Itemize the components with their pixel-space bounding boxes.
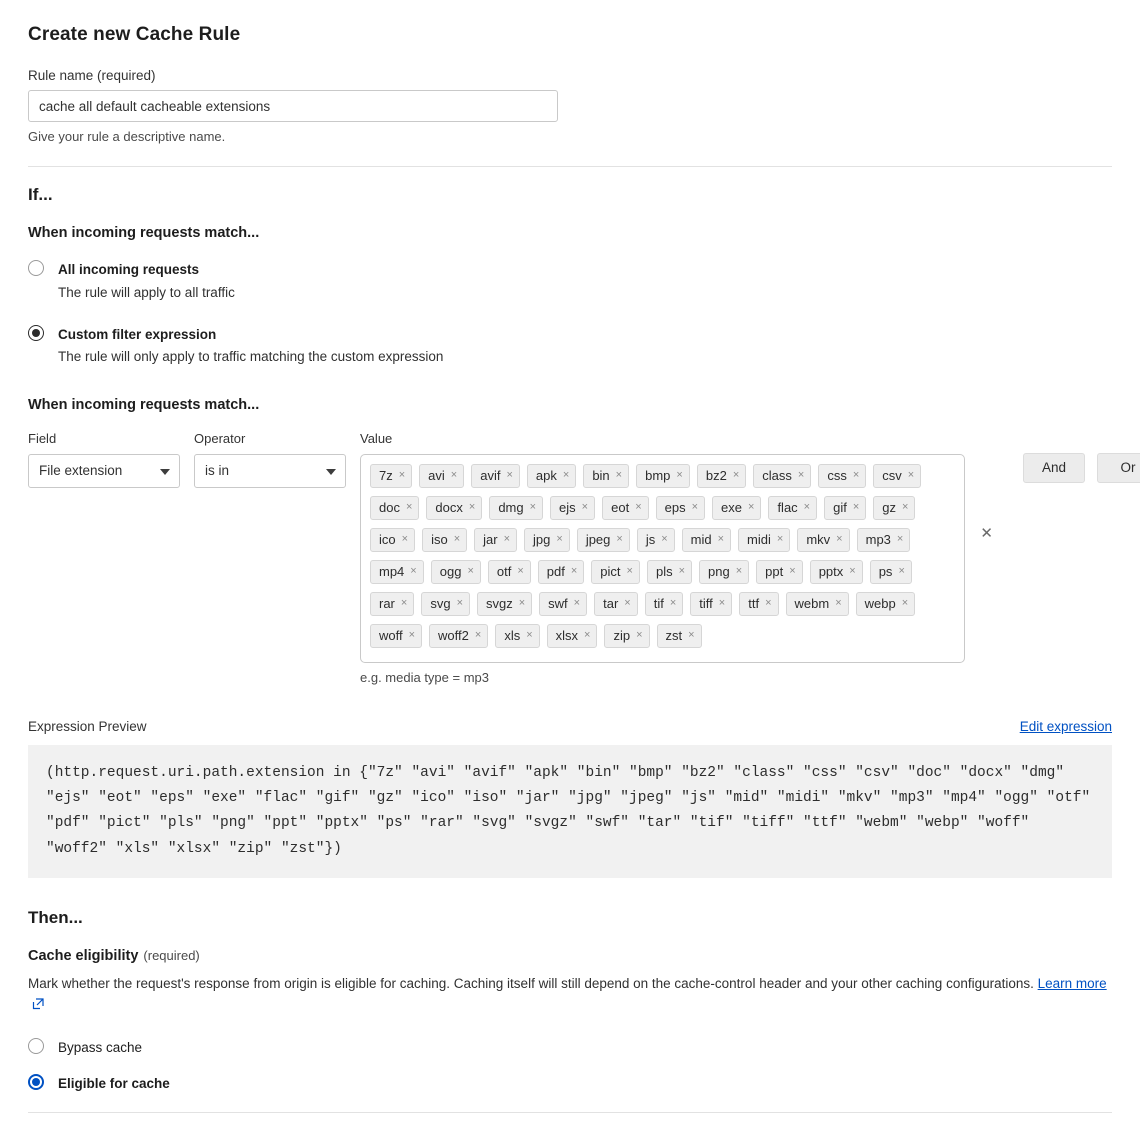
value-token-label: avi bbox=[428, 468, 445, 484]
value-token[interactable] bbox=[421, 592, 470, 616]
value-token[interactable] bbox=[370, 528, 415, 552]
external-link-icon bbox=[32, 996, 44, 1017]
cache-eligibility-description-text: Mark whether the request's response from origin is eligible for caching. Caching itself will still depend on the cache-control header and your other caching configurations. bbox=[28, 976, 1038, 992]
field-column-label: Field bbox=[28, 430, 57, 446]
remove-token-icon[interactable]: × bbox=[400, 597, 408, 610]
remove-token-icon[interactable]: × bbox=[468, 501, 476, 514]
value-token[interactable] bbox=[419, 464, 464, 488]
radio-icon-custom-filter[interactable] bbox=[28, 325, 44, 341]
remove-token-icon[interactable]: × bbox=[635, 501, 642, 514]
remove-token-icon[interactable]: × bbox=[624, 597, 631, 610]
value-token-label: pict bbox=[600, 564, 621, 580]
remove-token-icon[interactable]: × bbox=[573, 597, 581, 610]
value-token-label: 7z bbox=[379, 468, 393, 484]
remove-token-icon[interactable]: × bbox=[626, 565, 633, 578]
value-token-label: eps bbox=[664, 500, 686, 516]
value-token[interactable] bbox=[856, 592, 916, 616]
value-token-label: zst bbox=[665, 628, 683, 644]
field-column bbox=[28, 431, 180, 488]
value-token[interactable] bbox=[699, 560, 749, 584]
value-token-label: csv bbox=[882, 468, 902, 484]
value-token[interactable] bbox=[739, 592, 778, 616]
value-token[interactable] bbox=[753, 464, 811, 488]
value-token[interactable] bbox=[810, 560, 863, 584]
value-token-label: bmp bbox=[645, 468, 671, 484]
remove-token-icon[interactable]: × bbox=[467, 565, 474, 578]
value-token-label: ogg bbox=[439, 564, 462, 580]
value-token-label: mp3 bbox=[865, 532, 891, 548]
value-token-label: mid bbox=[690, 532, 712, 548]
remove-token-icon[interactable]: × bbox=[797, 469, 805, 482]
if-subheading: When incoming requests match... bbox=[28, 225, 260, 241]
value-token[interactable] bbox=[370, 624, 422, 648]
radio-eligible-for-cache[interactable] bbox=[28, 1073, 1112, 1095]
value-token[interactable] bbox=[527, 464, 576, 488]
value-column-label: Value bbox=[360, 430, 393, 446]
value-token[interactable] bbox=[489, 496, 543, 520]
value-token[interactable] bbox=[539, 592, 587, 616]
and-or-buttons bbox=[1023, 453, 1140, 483]
remove-token-icon[interactable]: × bbox=[636, 629, 643, 642]
expression-preview-label: Expression Preview bbox=[28, 718, 147, 734]
cache-eligibility-label bbox=[28, 948, 1112, 964]
remove-token-icon[interactable]: × bbox=[616, 533, 623, 546]
value-token[interactable] bbox=[488, 560, 531, 584]
then-section-heading: Then... bbox=[28, 908, 83, 928]
rule-name-input[interactable] bbox=[28, 90, 558, 122]
remove-token-icon[interactable]: × bbox=[456, 597, 463, 610]
value-token[interactable] bbox=[474, 528, 517, 552]
remove-token-icon[interactable]: × bbox=[902, 501, 909, 514]
edit-expression-link[interactable]: Edit expression bbox=[1019, 718, 1112, 734]
value-token-label: tiff bbox=[699, 596, 713, 612]
value-token-label: gif bbox=[833, 500, 847, 516]
remove-token-icon[interactable]: × bbox=[901, 597, 909, 610]
remove-token-icon[interactable]: × bbox=[678, 565, 686, 578]
value-token[interactable] bbox=[426, 496, 482, 520]
expression-preview-header bbox=[28, 719, 1112, 734]
remove-token-icon[interactable]: × bbox=[474, 629, 482, 642]
value-token[interactable] bbox=[637, 528, 675, 552]
remove-token-icon[interactable]: × bbox=[410, 565, 417, 578]
value-token-label: xls bbox=[504, 628, 521, 644]
value-token[interactable] bbox=[604, 624, 649, 648]
value-token[interactable] bbox=[431, 560, 481, 584]
cache-eligibility-description bbox=[28, 974, 1112, 1017]
value-token[interactable] bbox=[645, 592, 684, 616]
value-token[interactable] bbox=[818, 464, 866, 488]
value-token-label: pdf bbox=[546, 564, 565, 580]
value-token-label: mp4 bbox=[379, 564, 405, 580]
value-token[interactable] bbox=[594, 592, 638, 616]
value-token[interactable] bbox=[495, 624, 539, 648]
chevron-down-icon bbox=[160, 469, 170, 475]
value-token-label: jpeg bbox=[585, 532, 611, 548]
expression-builder bbox=[28, 430, 1136, 685]
remove-token-icon[interactable]: × bbox=[615, 469, 623, 482]
value-token[interactable] bbox=[712, 496, 761, 520]
operator-select-value: is in bbox=[205, 463, 230, 479]
value-token-label: zip bbox=[613, 628, 631, 644]
value-token-label: ejs bbox=[559, 500, 576, 516]
value-token[interactable] bbox=[690, 592, 732, 616]
value-token-label: docx bbox=[435, 500, 463, 516]
remove-token-icon[interactable]: × bbox=[581, 501, 589, 514]
value-token-label: dmg bbox=[498, 500, 524, 516]
value-token-label: exe bbox=[721, 500, 742, 516]
value-token-label: pls bbox=[655, 564, 673, 580]
remove-token-icon[interactable]: × bbox=[907, 469, 915, 482]
value-token-label: ico bbox=[379, 532, 396, 548]
radio-desc-all-incoming: The rule will apply to all traffic bbox=[58, 284, 235, 300]
if-section-heading: If... bbox=[28, 185, 53, 204]
page-title: Create new Cache Rule bbox=[28, 24, 241, 45]
remove-token-icon[interactable]: × bbox=[669, 597, 677, 610]
remove-token-icon[interactable]: × bbox=[562, 469, 570, 482]
value-token[interactable] bbox=[873, 496, 915, 520]
remove-token-icon[interactable]: × bbox=[717, 533, 725, 546]
remove-token-icon[interactable]: × bbox=[529, 501, 537, 514]
value-token-label: bz2 bbox=[705, 468, 727, 484]
value-token[interactable] bbox=[870, 560, 912, 584]
and-button[interactable]: And bbox=[1023, 453, 1085, 483]
value-token[interactable] bbox=[583, 464, 629, 488]
value-token-label: jpg bbox=[533, 532, 551, 548]
cache-eligibility-required: (required) bbox=[143, 948, 200, 964]
value-token[interactable] bbox=[547, 624, 598, 648]
value-token-label: iso bbox=[431, 532, 448, 548]
remove-token-icon[interactable]: × bbox=[556, 533, 563, 546]
radio-desc-custom-filter: The rule will only apply to traffic matching the custom expression bbox=[58, 349, 444, 365]
remove-token-icon[interactable]: × bbox=[852, 501, 860, 514]
remove-token-icon[interactable]: × bbox=[789, 565, 796, 578]
radio-icon-bypass-cache[interactable] bbox=[28, 1038, 44, 1054]
value-token-label: pptx bbox=[818, 564, 844, 580]
value-token[interactable] bbox=[797, 528, 849, 552]
value-token-label: otf bbox=[496, 564, 512, 580]
value-token[interactable] bbox=[538, 560, 585, 584]
radio-bypass-cache[interactable] bbox=[28, 1037, 1112, 1059]
value-token-label: doc bbox=[379, 500, 400, 516]
remove-token-icon[interactable]: × bbox=[765, 597, 772, 610]
value-token[interactable] bbox=[756, 560, 803, 584]
value-token[interactable] bbox=[429, 624, 488, 648]
bottom-divider bbox=[28, 1112, 1112, 1113]
radio-icon-eligible-for-cache[interactable] bbox=[28, 1074, 44, 1090]
value-hint: e.g. media type = mp3 bbox=[360, 669, 489, 685]
remove-token-icon[interactable]: × bbox=[398, 469, 406, 482]
value-token-label: woff2 bbox=[438, 628, 469, 644]
value-column bbox=[360, 430, 993, 685]
value-token[interactable] bbox=[636, 464, 690, 488]
value-token[interactable] bbox=[657, 624, 702, 648]
remove-token-icon[interactable]: × bbox=[835, 597, 842, 610]
remove-token-icon[interactable]: × bbox=[506, 469, 513, 482]
remove-token-icon[interactable]: × bbox=[661, 533, 668, 546]
value-token-label: rar bbox=[379, 596, 395, 612]
value-token[interactable] bbox=[873, 464, 921, 488]
value-token-label: flac bbox=[777, 500, 798, 516]
remove-token-icon[interactable]: × bbox=[896, 533, 904, 546]
value-token[interactable] bbox=[738, 528, 790, 552]
value-token-label: webp bbox=[864, 596, 896, 612]
operator-column bbox=[194, 431, 346, 488]
value-token-label: woff bbox=[379, 628, 403, 644]
value-token[interactable] bbox=[577, 528, 630, 552]
remove-token-icon[interactable]: × bbox=[849, 565, 856, 578]
value-token[interactable] bbox=[602, 496, 649, 520]
value-token-label: webm bbox=[794, 596, 830, 612]
remove-token-icon[interactable]: × bbox=[898, 565, 905, 578]
field-select[interactable] bbox=[28, 454, 180, 488]
value-token-label: tar bbox=[603, 596, 619, 612]
field-select-value: File extension bbox=[39, 463, 123, 479]
value-token[interactable] bbox=[786, 592, 849, 616]
operator-select[interactable] bbox=[194, 454, 346, 488]
value-token-label: ttf bbox=[748, 596, 760, 612]
value-token-label: ppt bbox=[765, 564, 784, 580]
value-token-label: xlsx bbox=[555, 628, 579, 644]
value-token-label: svg bbox=[430, 596, 451, 612]
value-token[interactable] bbox=[370, 592, 414, 616]
remove-token-icon[interactable]: × bbox=[803, 501, 811, 514]
remove-token-icon[interactable]: × bbox=[836, 533, 843, 546]
rule-name-label: Rule name (required) bbox=[28, 68, 156, 83]
value-token[interactable] bbox=[370, 464, 412, 488]
expression-preview-text: (http.request.uri.path.extension in {"7z" "avi" "avif" "apk" "bin" "bmp" "bz2" "class" "css" "csv" "doc" "docx" "dmg" "ejs" "eot" "eps" "exe" "flac" "gif" "gz" "ico" "iso" "jar" "jpg" "jpeg" "js" "mid" "midi" "mkv" "mp3" "mp4" "ogg" "otf" "pdf" "pict" "pls" "png" "ppt" "pptx" "ps" "rar" "svg" "svgz" "swf" "tar" "tif" "tiff" "ttf" "webm" "webp" "woff" "woff2" "xls" "xlsx" "zip" "zst"}) bbox=[28, 745, 1112, 879]
value-token[interactable] bbox=[647, 560, 692, 584]
remove-token-icon[interactable]: × bbox=[570, 565, 578, 578]
remove-token-icon[interactable]: × bbox=[450, 469, 458, 482]
value-token-label: mkv bbox=[806, 532, 831, 548]
radio-icon-all-incoming[interactable] bbox=[28, 260, 44, 276]
or-button[interactable]: Or bbox=[1097, 453, 1140, 483]
remove-token-icon[interactable]: × bbox=[688, 629, 695, 642]
value-token[interactable] bbox=[370, 496, 419, 520]
remove-token-icon[interactable]: × bbox=[852, 469, 860, 482]
value-token-label: ps bbox=[878, 564, 893, 580]
value-token[interactable] bbox=[370, 560, 424, 584]
value-token[interactable] bbox=[697, 464, 746, 488]
operator-column-label: Operator bbox=[194, 430, 246, 446]
value-token-input[interactable] bbox=[360, 454, 965, 663]
rule-name-helper: Give your rule a descriptive name. bbox=[28, 129, 226, 144]
value-token-label: apk bbox=[535, 468, 557, 484]
value-token[interactable] bbox=[477, 592, 532, 616]
value-token[interactable] bbox=[550, 496, 595, 520]
remove-token-icon[interactable]: × bbox=[526, 629, 533, 642]
value-token[interactable] bbox=[824, 496, 866, 520]
value-token-label: midi bbox=[747, 532, 771, 548]
remove-token-icon[interactable]: × bbox=[401, 533, 409, 546]
remove-token-icon[interactable]: × bbox=[518, 597, 526, 610]
remove-token-icon[interactable]: × bbox=[732, 469, 740, 482]
remove-token-icon[interactable]: × bbox=[691, 501, 699, 514]
remove-token-icon[interactable]: × bbox=[748, 501, 755, 514]
remove-token-icon[interactable]: × bbox=[735, 565, 743, 578]
value-token-label: avif bbox=[480, 468, 501, 484]
radio-label-bypass-cache: Bypass cache bbox=[58, 1039, 143, 1055]
value-token-label: css bbox=[827, 468, 847, 484]
value-token-label: js bbox=[645, 532, 656, 548]
learn-more-link[interactable]: Learn more bbox=[1037, 976, 1107, 992]
value-token[interactable] bbox=[768, 496, 817, 520]
value-token-label: eot bbox=[611, 500, 630, 516]
value-token-label: png bbox=[708, 564, 730, 580]
value-token-label: gz bbox=[882, 500, 897, 516]
value-token[interactable] bbox=[471, 464, 520, 488]
radio-label-all-incoming: All incoming requests bbox=[58, 262, 200, 277]
value-token-label: class bbox=[762, 468, 792, 484]
cache-eligibility-title: Cache eligibility bbox=[28, 948, 139, 965]
radio-label-eligible-for-cache: Eligible for cache bbox=[58, 1075, 170, 1091]
radio-all-incoming-requests[interactable] bbox=[28, 259, 1112, 302]
value-token-label: tif bbox=[653, 596, 664, 612]
radio-label-custom-filter: Custom filter expression bbox=[58, 326, 217, 342]
remove-token-icon[interactable]: × bbox=[776, 533, 784, 546]
remove-token-icon[interactable]: × bbox=[718, 597, 726, 610]
value-token[interactable] bbox=[524, 528, 570, 552]
remove-token-icon[interactable]: × bbox=[517, 565, 524, 578]
value-token-label: swf bbox=[548, 596, 568, 612]
value-token[interactable] bbox=[656, 496, 705, 520]
divider bbox=[28, 166, 1112, 167]
clear-all-icon[interactable]: ✕ bbox=[980, 524, 993, 542]
remove-token-icon[interactable]: × bbox=[453, 533, 461, 546]
builder-heading: When incoming requests match... bbox=[28, 396, 260, 413]
value-token[interactable] bbox=[857, 528, 911, 552]
remove-token-icon[interactable]: × bbox=[584, 629, 591, 642]
remove-token-icon[interactable]: × bbox=[405, 501, 413, 514]
remove-token-icon[interactable]: × bbox=[503, 533, 511, 546]
value-token[interactable] bbox=[422, 528, 467, 552]
value-token[interactable] bbox=[682, 528, 731, 552]
radio-custom-filter-expression[interactable] bbox=[28, 324, 1112, 367]
value-token[interactable] bbox=[591, 560, 640, 584]
remove-token-icon[interactable]: × bbox=[676, 469, 683, 482]
remove-token-icon[interactable]: × bbox=[408, 629, 416, 642]
value-token-label: bin bbox=[592, 468, 610, 484]
value-token-label: svgz bbox=[486, 596, 513, 612]
value-token-label: jar bbox=[483, 532, 498, 548]
chevron-down-icon bbox=[326, 469, 336, 475]
